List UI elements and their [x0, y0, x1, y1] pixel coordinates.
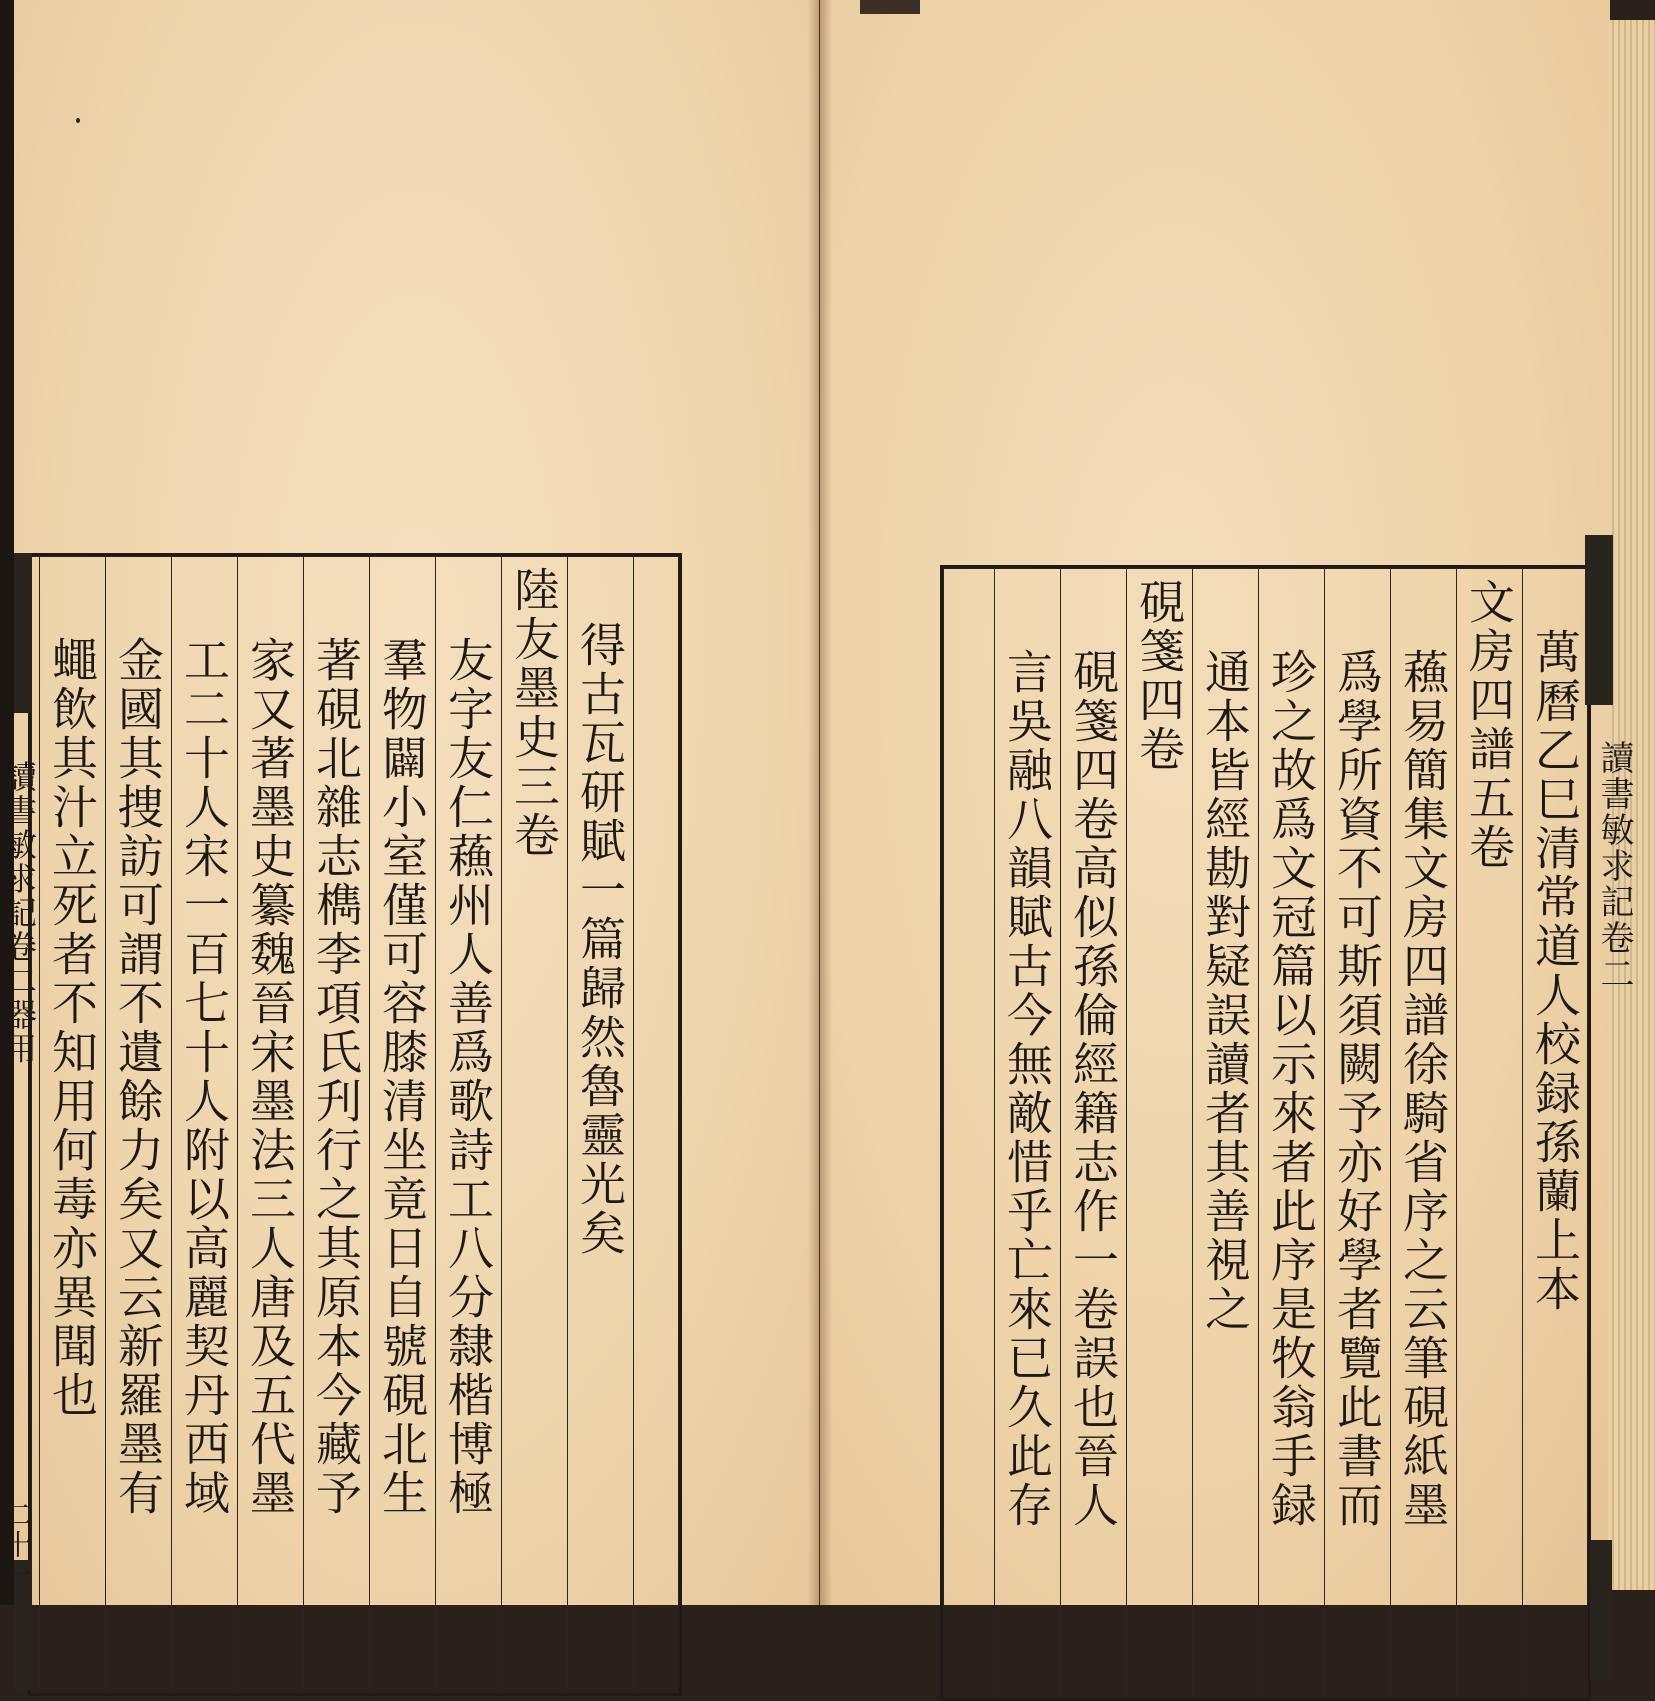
margin-title: 讀書敏求記卷二器用	[0, 760, 38, 1066]
text-column: 硯箋四卷	[1126, 568, 1192, 1698]
top-shadow	[860, 0, 920, 14]
fishtail-mark	[1590, 1540, 1612, 1680]
text-column: 家又著墨史纂魏晉宋墨法三人唐及五代墨	[237, 556, 303, 1693]
folio-number: 二十一	[0, 1500, 33, 1590]
text-column: 蘓易簡集文房四譜徐騎省序之云筆硯紙墨	[1390, 568, 1456, 1698]
text-column: 陸友墨史三卷	[501, 556, 567, 1693]
left-print-block	[28, 553, 682, 1696]
text-column: 蠅飲其汁立死者不知用何毒亦異聞也	[39, 556, 105, 1693]
text-column: 得古瓦研賦一篇歸然魯靈光矣	[567, 556, 633, 1693]
text-column: 萬曆乙巳清常道人校録孫蘭上本	[1522, 568, 1588, 1698]
text-column: 友字友仁蘓州人善爲歌詩工八分隸楷博極	[435, 556, 501, 1693]
text-column: 羣物闢小室僅可容膝清坐竟日自號硯北生	[369, 556, 435, 1693]
text-column: 硯箋四卷高似孫倫經籍志作一卷誤也晉人	[1060, 568, 1126, 1698]
text-column: 通本皆經勘對疑誤讀者其善視之	[1192, 568, 1258, 1698]
text-column: 著硯北雜志檇李項氏刋行之其原本今藏予	[303, 556, 369, 1693]
book-gutter	[808, 0, 832, 1605]
text-column	[943, 568, 994, 1698]
text-column: 言吳融八韻賦古今無敵惜乎亡來已久此存	[994, 568, 1060, 1698]
text-column	[633, 556, 679, 1693]
text-column: 文房四譜五卷	[1456, 568, 1522, 1698]
ink-spot	[76, 118, 80, 123]
fishtail-mark	[1585, 535, 1613, 705]
fishtail-mark	[14, 553, 32, 713]
text-column: 珍之故爲文冠篇以示來者此序是牧翁手録	[1258, 568, 1324, 1698]
text-column: 爲學所資不可斯須闕予亦好學者覽此書而	[1324, 568, 1390, 1698]
text-column: 金國其捜訪可謂不遺餘力矣又云新羅墨有	[105, 556, 171, 1693]
text-column: 工二十人宋一百七十人附以高麗契丹西域	[171, 556, 237, 1693]
margin-title: 讀書敏求記卷二	[1594, 740, 1634, 992]
right-print-block	[940, 565, 1591, 1701]
